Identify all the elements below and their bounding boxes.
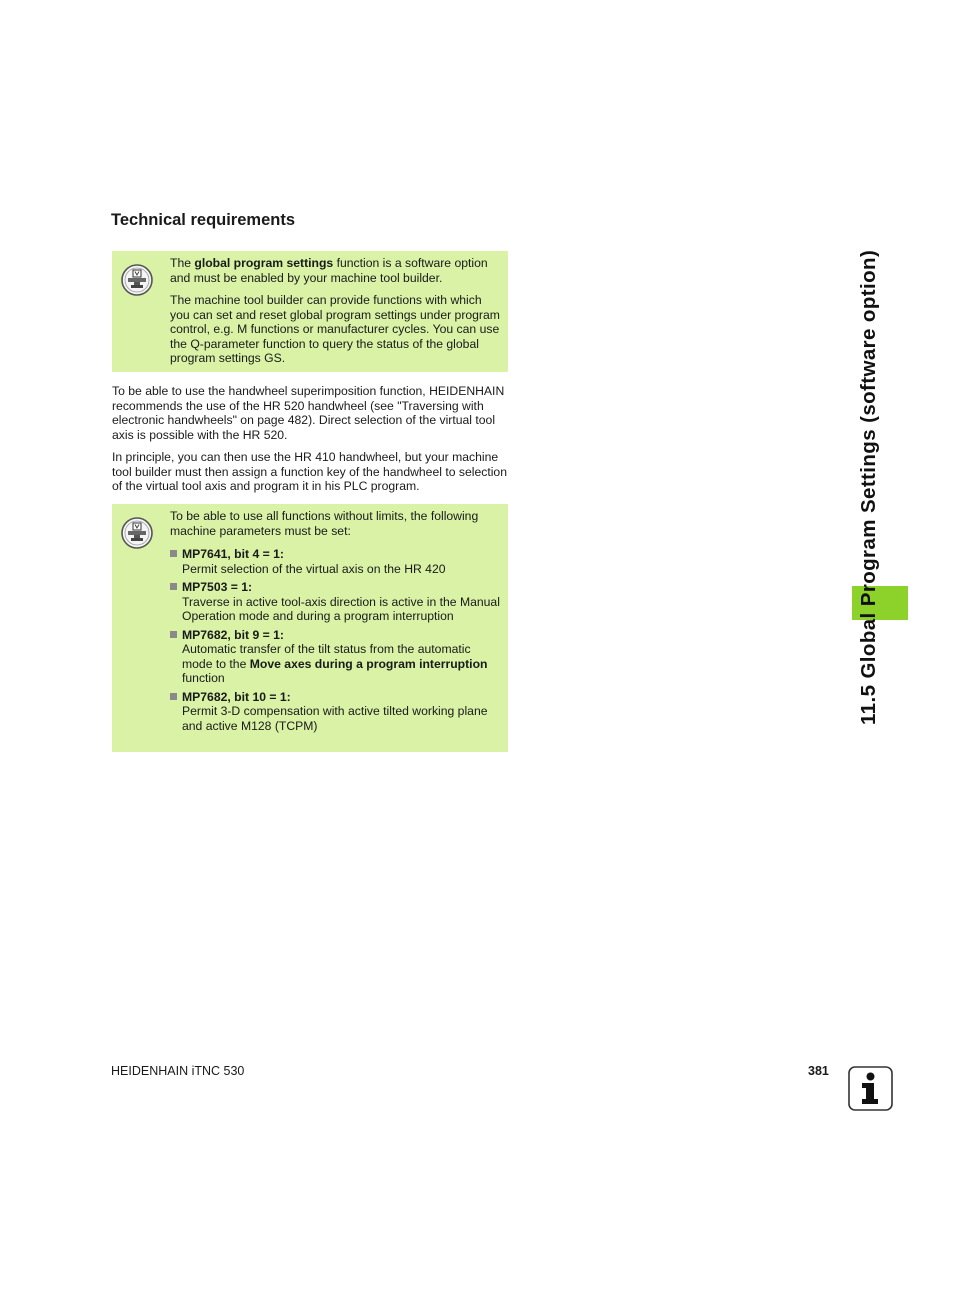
page-number: 381 xyxy=(808,1064,829,1078)
body-paragraph: To be able to use the handwheel superimposition function, HEIDENHAIN recommends the use of the HR 520 handwheel (see "Traversing with electronic handwheels" on page 482). Direct selection of the virtual tool axis is possible with the HR 520. xyxy=(112,384,505,442)
bullet-square-icon xyxy=(170,583,177,590)
bullet-square-icon xyxy=(170,550,177,557)
list-item: MP7641, bit 4 = 1: Permit selection of the virtual axis on the HR 420 xyxy=(170,547,500,576)
section-heading: Technical requirements xyxy=(111,211,296,229)
machine-manufacturer-icon xyxy=(121,264,153,296)
manufacturer-note-box xyxy=(112,504,508,752)
manufacturer-note-box xyxy=(112,251,508,372)
note-paragraph: The machine tool builder can provide functions with which you can set and reset global program settings under program control, e.g. M functions or manufacturer cycles. You can use the Q-parameter function to query the status of the global program settings GS. xyxy=(170,293,500,365)
footer-product: HEIDENHAIN iTNC 530 xyxy=(111,1064,245,1078)
list-item: MP7682, bit 9 = 1: Automatic transfer of the tilt status from the automatic mode to the Move axes during a program interruption function xyxy=(170,628,500,686)
list-item: MP7503 = 1: Traverse in active tool-axis direction is active in the Manual Operation mode and during a program interruption xyxy=(170,580,500,624)
machine-manufacturer-icon xyxy=(121,517,153,549)
list-item: MP7682, bit 10 = 1: Permit 3-D compensation with active tilted working plane and active M128 (TCPM) xyxy=(170,690,500,734)
bullet-square-icon xyxy=(170,693,177,700)
note-intro: To be able to use all functions without limits, the following machine parameters must be set: xyxy=(170,509,479,538)
body-paragraph: In principle, you can then use the HR 410 handwheel, but your machine tool builder must then assign a function key of the handwheel to selection of the virtual tool axis and program it in his PLC program. xyxy=(112,450,507,493)
chapter-side-title: 11.5 Global Program Settings (software option) xyxy=(857,249,880,725)
machine-parameter-list xyxy=(170,547,500,733)
note-paragraph: The global program settings function is a software option and must be enabled by your machine tool builder. xyxy=(170,256,488,285)
bullet-square-icon xyxy=(170,631,177,638)
info-icon xyxy=(848,1066,893,1111)
